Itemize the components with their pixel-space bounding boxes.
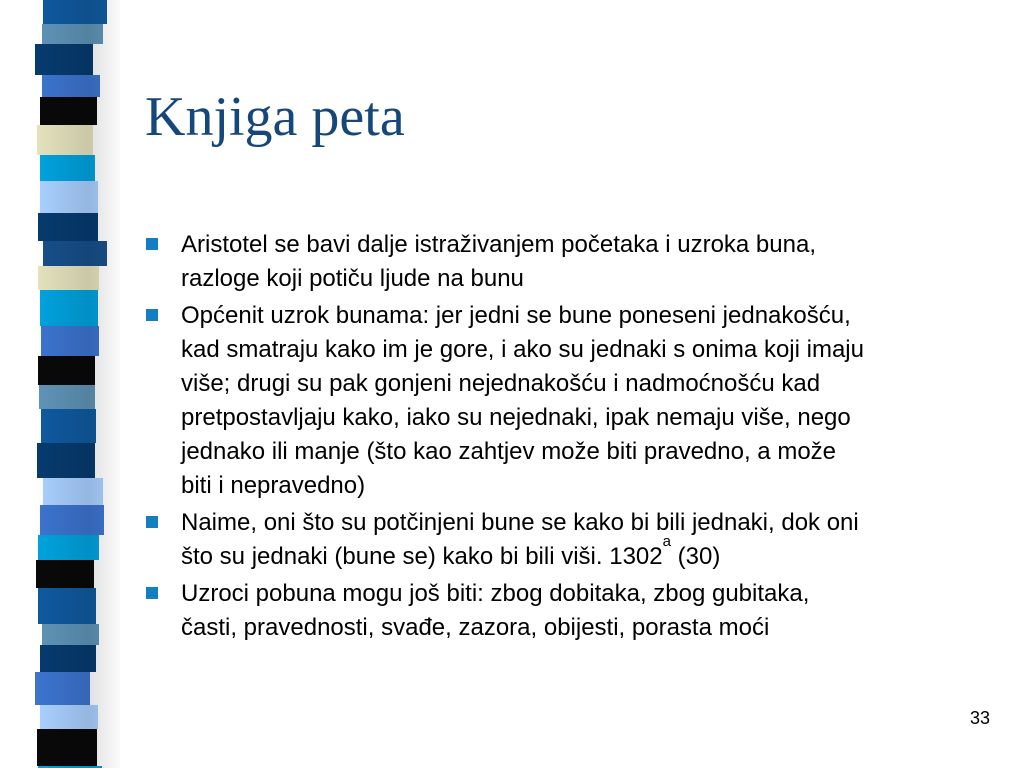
citation-tail: (30)	[677, 543, 721, 570]
stripe-segment	[37, 125, 93, 155]
bullet-line-with-citation	[181, 533, 991, 574]
bullet-line: biti i nepravedno)	[181, 472, 366, 499]
bullet-line: razloge koji potiču ljude na bunu	[181, 265, 524, 292]
decorative-side-stripes	[0, 0, 120, 768]
stripe-segment	[43, 241, 107, 266]
bullet-line: Aristotel se bavi dalje istraživanjem početaka i uzroka buna,	[181, 231, 816, 258]
stripe-segment	[40, 97, 97, 125]
bullet-line: časti, pravednosti, svađe, zazora, obijesti, porasta moći	[181, 614, 770, 641]
stripe-segment	[37, 443, 95, 478]
square-bullet-icon	[146, 516, 158, 528]
bullet-text	[181, 506, 991, 574]
stripe-segment	[41, 326, 99, 356]
stripe-segment	[40, 181, 98, 213]
bullet-text	[181, 577, 991, 645]
bullet-text	[181, 299, 991, 503]
bullet-line: Uzroci pobuna mogu još biti: zbog dobitaka, zbog gubitaka,	[181, 580, 810, 607]
stripe-segment	[38, 535, 99, 560]
stripe-segment	[40, 505, 104, 535]
stripe-segment	[42, 24, 103, 44]
bullet-item	[146, 577, 991, 645]
citation-number: 1302	[609, 543, 663, 570]
stripe-segment	[38, 213, 98, 241]
stripe-segment	[37, 729, 97, 766]
stripe-segment	[38, 266, 99, 290]
bullet-line: više; drugi su pak gonjeni nejednakošću i nadmoćnošću kad	[181, 370, 821, 397]
slide-number: 33	[969, 708, 990, 728]
bullet-item	[146, 299, 991, 503]
stripe-segment	[38, 588, 96, 624]
stripe-segment	[40, 290, 98, 326]
stripe-segment	[35, 672, 90, 705]
bullet-text	[181, 228, 991, 296]
stripe-segment	[41, 409, 96, 443]
stripe-segment	[40, 155, 95, 181]
square-bullet-icon	[146, 587, 158, 599]
bullet-line: jednako ili manje (što kao zahtjev može biti pravedno, a može	[181, 438, 837, 465]
bullet-line: Naime, oni što su potčinjeni bune se kako bi bili jednaki, dok oni	[181, 509, 859, 536]
bullet-list	[146, 228, 991, 668]
stripe-segment	[43, 0, 107, 24]
bullet-item	[146, 506, 991, 574]
stripe-segment	[36, 560, 94, 588]
stripe-segment	[40, 705, 98, 729]
stripe-segment	[35, 44, 93, 75]
stripe-segment	[38, 356, 95, 385]
slide-title: Knjiga peta	[145, 86, 405, 148]
citation-superscript: a	[662, 533, 671, 550]
bullet-line: Općenit uzrok bunama: jer jedni se bune poneseni jednakošću,	[181, 302, 851, 329]
stripe-segment	[40, 645, 96, 672]
square-bullet-icon	[146, 238, 158, 250]
bullet-item	[146, 228, 991, 296]
bullet-line: pretpostavljaju kako, iako su nejednaki, ipak nemaju više, nego	[181, 404, 851, 431]
stripe-segment	[42, 75, 100, 97]
stripe-segment	[42, 624, 99, 645]
stripe-segment	[39, 385, 95, 409]
bullet-line: što su jednaki (bune se) kako bi bili viši.	[181, 543, 603, 570]
stripe-segment	[43, 478, 103, 505]
bullet-line: kad smatraju kako im je gore, i ako su jednaki s onima koji imaju	[181, 336, 864, 363]
square-bullet-icon	[146, 309, 158, 321]
